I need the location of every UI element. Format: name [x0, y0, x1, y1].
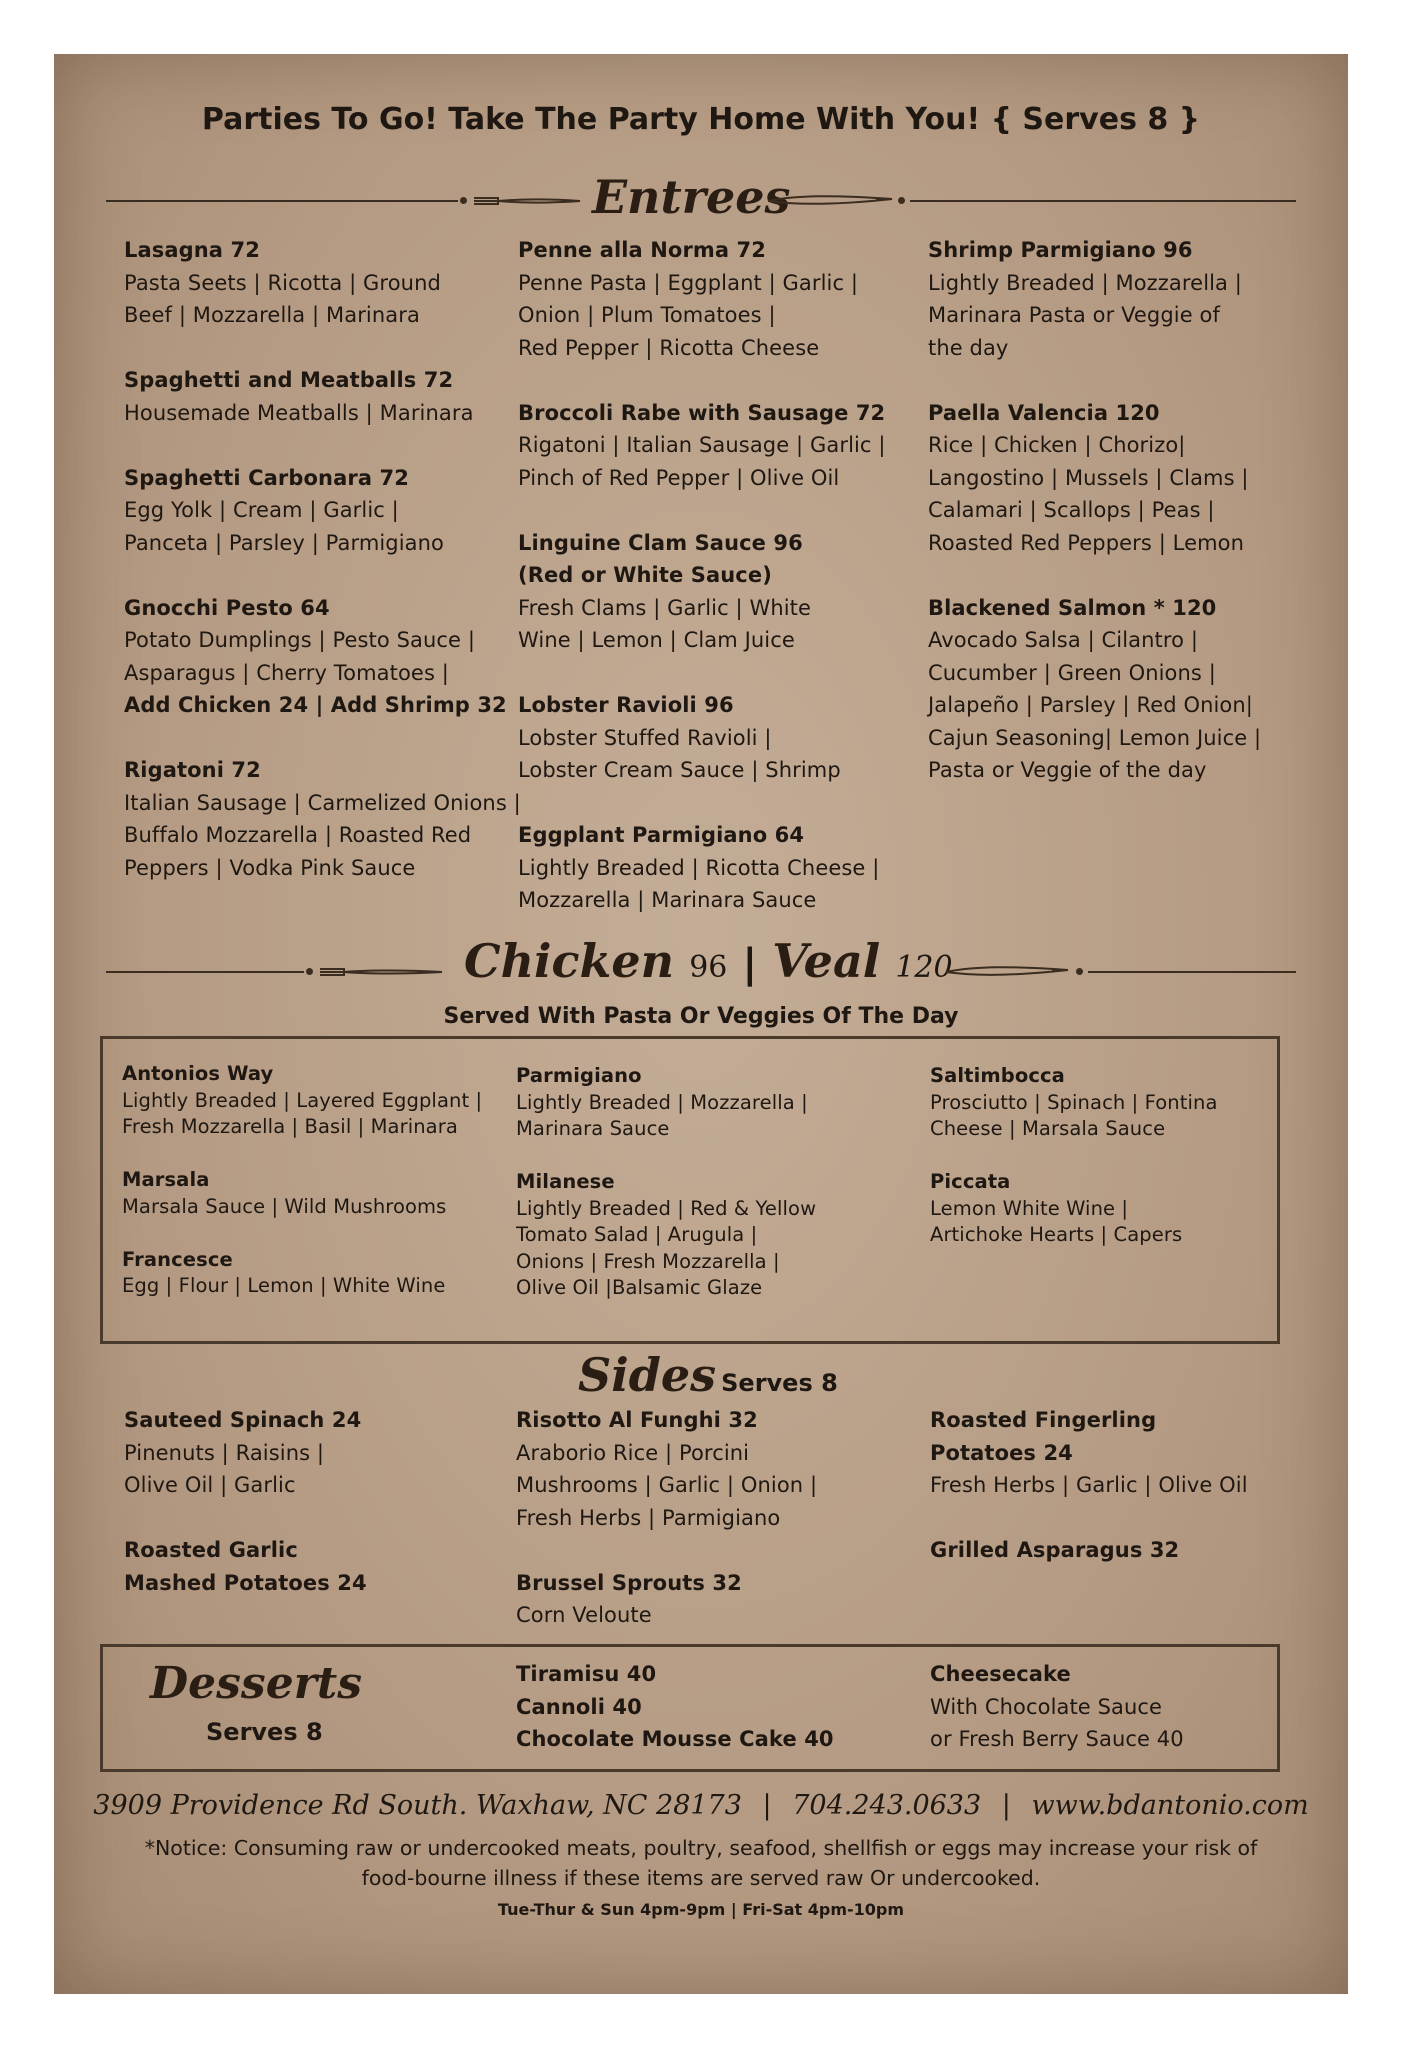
menu-item-description: Egg Yolk | Cream | Garlic | [124, 498, 399, 522]
menu-item-description: Penne Pasta | Eggplant | Garlic | [518, 270, 859, 295]
menu-item-description: Potato Dumplings | Pesto Sauce | [124, 628, 476, 652]
menu-item-description: Beef | Mozzarella | Marinara [124, 303, 420, 327]
menu-item-description: Cheese | Marsala Sauce [930, 1117, 1166, 1140]
menu-item-description: Pinch of Red Pepper | Olive Oil [518, 465, 840, 490]
chicken-price: 96 [689, 950, 728, 985]
menu-item-description: Mushrooms | Garlic | Onion | [516, 1473, 818, 1497]
menu-item-name: Antonios Way [122, 1062, 274, 1085]
heading-separator: | [742, 941, 758, 987]
menu-item-description: Pasta Seets | Ricotta | Ground [124, 270, 441, 295]
sides-title: Sides [578, 1348, 717, 1402]
menu-item-description: Artichoke Hearts | Capers [930, 1223, 1183, 1246]
menu-item-name: Milanese [516, 1170, 615, 1193]
knife-icon [766, 190, 894, 212]
sides-heading [578, 1348, 838, 1402]
menu-item-description: Lemon White Wine | [930, 1196, 1129, 1220]
menu-item-description: Cucumber | Green Onions | [928, 660, 1216, 685]
menu-item-name: Cheesecake [930, 1662, 1071, 1686]
menu-item-name: Paella Valencia 120 [928, 400, 1160, 425]
menu-item-description: Tomato Salad | Arugula | [516, 1223, 758, 1246]
menu-item-description: Marinara Sauce [516, 1117, 670, 1140]
menu-item-name: Parmigiano [516, 1064, 642, 1087]
menu-item-description: Onion | Plum Tomatoes | [518, 303, 776, 327]
menu-item-description: Prosciutto | Spinach | Fontina [930, 1090, 1218, 1114]
menu-item-description: Lobster Cream Sauce | Shrimp [518, 758, 841, 782]
menu-item-description: Rice | Chicken | Chorizo| [928, 433, 1186, 457]
menu-item-name: Broccoli Rabe with Sausage 72 [518, 400, 886, 425]
menu-item-name: Potatoes 24 [930, 1440, 1073, 1465]
desserts-serves: Serves 8 [206, 1718, 323, 1746]
menu-item-description: Onions | Fresh Mozzarella | [516, 1249, 780, 1273]
menu-item-description: Italian Sausage | Carmelized Onions | [124, 790, 521, 815]
menu-item-description: Red Pepper | Ricotta Cheese [518, 335, 820, 360]
menu-item-name: Marsala [122, 1168, 210, 1191]
menu-item-name: Spaghetti and Meatballs 72 [124, 368, 454, 392]
menu-item-description: Peppers | Vodka Pink Sauce [124, 855, 416, 880]
menu-item-description: Housemade Meatballs | Marinara [124, 400, 474, 425]
menu-item-description: Lightly Breaded | Red & Yellow [516, 1196, 817, 1220]
menu-item-description: Araborio Rice | Porcini [516, 1440, 750, 1465]
knife-icon [944, 961, 1070, 983]
fork-icon [472, 190, 582, 212]
menu-item-name: Rigatoni 72 [124, 758, 261, 782]
menu-item-name: Penne alla Norma 72 [518, 238, 766, 262]
menu-item-description: Avocado Salsa | Cilantro | [928, 628, 1199, 652]
menu-item-description: Cajun Seasoning| Lemon Juice | [928, 725, 1262, 750]
menu-item-description: Langostino | Mussels | Clams | [928, 465, 1249, 490]
menu-item-description: Lobster Stuffed Ravioli | [518, 725, 772, 750]
menu-item-description: Marinara Pasta or Veggie of [928, 303, 1220, 327]
chicken-veal-heading [464, 934, 953, 988]
website-link[interactable]: www.bdantonio.com [1031, 1790, 1309, 1821]
menu-item-name: Francesce [122, 1247, 233, 1271]
menu-item-description: Rigatoni | Italian Sausage | Garlic | [518, 433, 886, 457]
menu-item-description: Corn Veloute [516, 1603, 652, 1627]
menu-item-name: Add Chicken 24 | Add Shrimp 32 [124, 693, 507, 717]
menu-item-name: Linguine Clam Sauce 96 [518, 530, 803, 555]
menu-item-description: Fresh Herbs | Parmigiano [516, 1505, 781, 1530]
menu-item-name: Roasted Fingerling [930, 1408, 1157, 1432]
menu-item-description: Jalapeño | Parsley | Red Onion| [928, 693, 1253, 717]
menu-item-description: Buffalo Mozzarella | Roasted Red [124, 823, 472, 847]
sides-serves: Serves 8 [721, 1369, 838, 1397]
menu-item-description: Olive Oil | Garlic [124, 1473, 296, 1497]
menu-item-name: Spaghetti Carbonara 72 [124, 465, 409, 490]
menu-item-name: (Red or White Sauce) [518, 563, 772, 587]
phone: 704.243.0633 [792, 1790, 982, 1821]
menu-item-description: Roasted Red Peppers | Lemon [928, 530, 1245, 555]
fork-icon [318, 961, 444, 983]
menu-item-name: Gnocchi Pesto 64 [124, 595, 330, 620]
menu-item-description: Pinenuts | Raisins | [124, 1440, 325, 1465]
menu-item-name: Shrimp Parmigiano 96 [928, 238, 1193, 262]
address: 3909 Providence Rd South. Waxhaw, NC 28173 [93, 1790, 742, 1821]
veal-heading: Veal [772, 934, 881, 988]
menu-item-name: Lasagna 72 [124, 238, 260, 262]
page-title [54, 102, 1348, 137]
menu-item-name: Tiramisu 40 [516, 1662, 657, 1686]
hours: Tue-Thur & Sun 4pm-9pm | Fri-Sat 4pm-10pm [497, 1900, 905, 1919]
menu-item-name: Lobster Ravioli 96 [518, 693, 734, 717]
title-text: Parties To Go! Take The Party Home With You! [201, 102, 981, 137]
notice-line-2: food-bourne illness if these items are served raw Or undercooked. [361, 1866, 1041, 1890]
menu-item-description: Olive Oil |Balsamic Glaze [516, 1276, 763, 1299]
menu-paper [54, 54, 1348, 1994]
menu-item-description: With Chocolate Sauce [930, 1694, 1163, 1719]
menu-item-description: Lightly Breaded | Ricotta Cheese | [518, 855, 880, 880]
notice-line-1: *Notice: Consuming raw or undercooked meats, poultry, seafood, shellfish or eggs may increase your risk of [144, 1836, 1258, 1860]
menu-item-description: Panceta | Parsley | Parmigiano [124, 530, 444, 555]
menu-item-description: Lightly Breaded | Layered Eggplant | [122, 1088, 483, 1112]
menu-item-name: Chocolate Mousse Cake 40 [516, 1727, 834, 1751]
menu-item-name: Cannoli 40 [516, 1694, 642, 1719]
menu-item-description: Lightly Breaded | Mozzarella | [928, 270, 1242, 295]
menu-item-name: Roasted Garlic [124, 1538, 298, 1562]
menu-item-name: Mashed Potatoes 24 [124, 1570, 367, 1595]
menu-item-description: Calamari | Scallops | Peas | [928, 498, 1215, 522]
menu-item-name: Sauteed Spinach 24 [124, 1408, 362, 1432]
menu-item-name: Risotto Al Funghi 32 [516, 1408, 758, 1432]
menu-item-description: Lightly Breaded | Mozzarella | [516, 1090, 808, 1114]
menu-item-description: or Fresh Berry Sauce 40 [930, 1727, 1184, 1751]
menu-item-name: Grilled Asparagus 32 [930, 1538, 1180, 1562]
menu-item-description: Wine | Lemon | Clam Juice [518, 628, 795, 652]
menu-item-description: Egg | Flour | Lemon | White Wine [122, 1274, 446, 1297]
desserts-heading: Desserts [150, 1658, 362, 1709]
menu-item-description: Marsala Sauce | Wild Mushrooms [122, 1194, 447, 1218]
menu-item-description: Asparagus | Cherry Tomatoes | [124, 660, 449, 685]
menu-item-description: Fresh Mozzarella | Basil | Marinara [122, 1115, 458, 1138]
entrees-heading: Entrees [592, 170, 791, 224]
menu-item-name: Saltimbocca [930, 1064, 1065, 1087]
menu-item-description: the day [928, 335, 1009, 360]
menu-item-name: Eggplant Parmigiano 64 [518, 823, 805, 847]
chicken-heading: Chicken [464, 934, 675, 988]
menu-item-name: Brussel Sprouts 32 [516, 1570, 742, 1595]
veal-price: 120 [895, 950, 953, 985]
menu-item-name: Piccata [930, 1170, 1011, 1193]
menu-item-description: Fresh Clams | Garlic | White [518, 595, 812, 620]
menu-item-description: Pasta or Veggie of the day [928, 758, 1207, 782]
menu-item-description: Mozzarella | Marinara Sauce [518, 888, 817, 912]
menu-item-name: Blackened Salmon * 120 [928, 595, 1217, 620]
chicken-veal-subtitle: Served With Pasta Or Veggies Of The Day [443, 1004, 959, 1029]
menu-item-description: Fresh Herbs | Garlic | Olive Oil [930, 1473, 1248, 1497]
contact-line: 3909 Providence Rd South. Waxhaw, NC 28173 | 704.243.0633 | www.bdantonio.com [93, 1790, 1309, 1821]
title-serves: { Serves 8 } [990, 102, 1201, 137]
